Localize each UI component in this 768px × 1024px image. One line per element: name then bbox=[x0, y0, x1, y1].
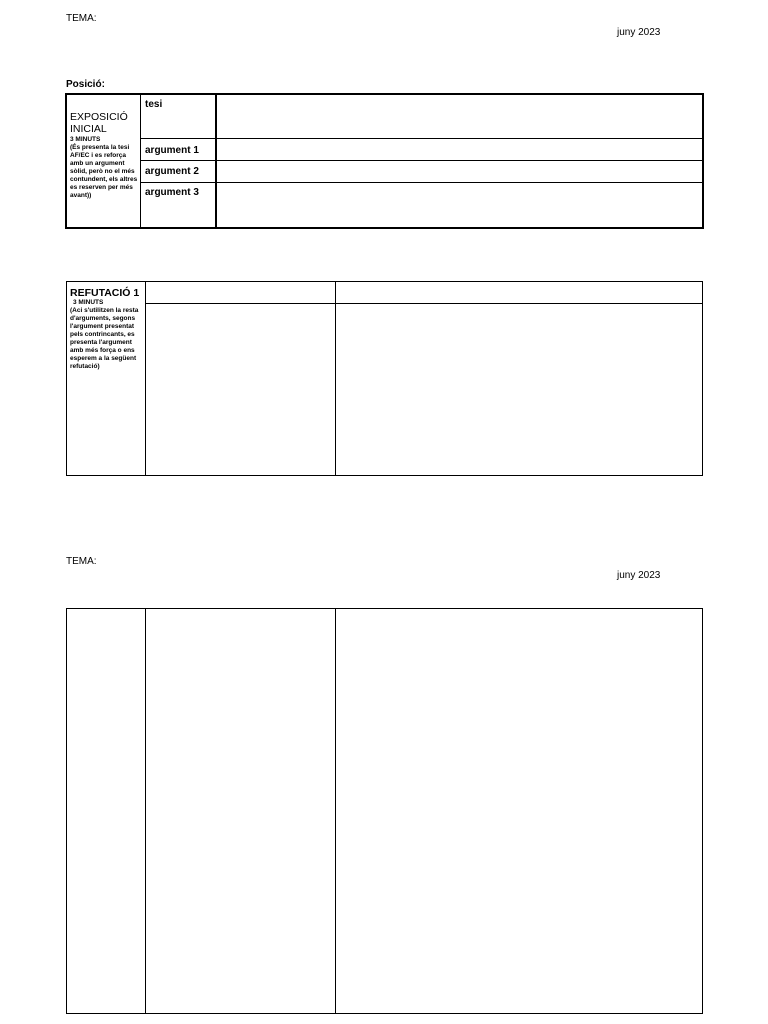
exposicio-row-divider-2 bbox=[141, 160, 703, 161]
refutacio-title: REFUTACIÓ 1 bbox=[70, 287, 140, 299]
exposicio-minutes: 3 MINUTS bbox=[70, 136, 101, 143]
row-label-tesi: tesi bbox=[145, 99, 163, 110]
tema-label-2: TEMA: bbox=[66, 556, 97, 567]
exposicio-label-cell bbox=[70, 111, 138, 200]
refutacio-row-divider bbox=[146, 303, 702, 304]
refutacio-col-divider-1 bbox=[145, 282, 146, 475]
exposicio-table bbox=[65, 93, 704, 229]
exposicio-note: (És presenta la tesi AF/EC i es reforça amb un argument sòlid, però no el més contundent, els altres es reserven per més avant)) bbox=[70, 144, 138, 199]
exposicio-row-divider-3 bbox=[141, 182, 703, 183]
row-label-argument-2: argument 2 bbox=[145, 166, 199, 177]
exposicio-row-divider-1 bbox=[141, 138, 703, 139]
exposicio-title-line1: EXPOSICIÓ bbox=[70, 111, 128, 123]
refutacio-col-divider-2 bbox=[335, 282, 336, 475]
empty-table-col-divider-2 bbox=[335, 609, 336, 1013]
empty-table bbox=[66, 608, 703, 1014]
empty-table-col-divider-1 bbox=[145, 609, 146, 1013]
row-label-argument-3: argument 3 bbox=[145, 187, 199, 198]
tema-label: TEMA: bbox=[66, 13, 97, 24]
refutacio-table bbox=[66, 281, 703, 476]
exposicio-col-divider-1 bbox=[140, 94, 141, 228]
date-label-2: juny 2023 bbox=[617, 570, 661, 581]
posicio-label: Posició: bbox=[66, 79, 105, 90]
exposicio-col-divider-2 bbox=[215, 94, 217, 228]
date-label: juny 2023 bbox=[617, 27, 661, 38]
exposicio-title-line2: INICIAL bbox=[70, 123, 107, 135]
refutacio-minutes: 3 MINUTS bbox=[73, 299, 104, 306]
row-label-argument-1: argument 1 bbox=[145, 145, 199, 156]
refutacio-label-cell bbox=[70, 287, 143, 371]
refutacio-note: (Aci s'utilitzen la resta d'arguments, segons l'argument presentat pels contrincants, es presenta l'argument amb més força o ens esperem a la següent refutació) bbox=[70, 307, 139, 370]
